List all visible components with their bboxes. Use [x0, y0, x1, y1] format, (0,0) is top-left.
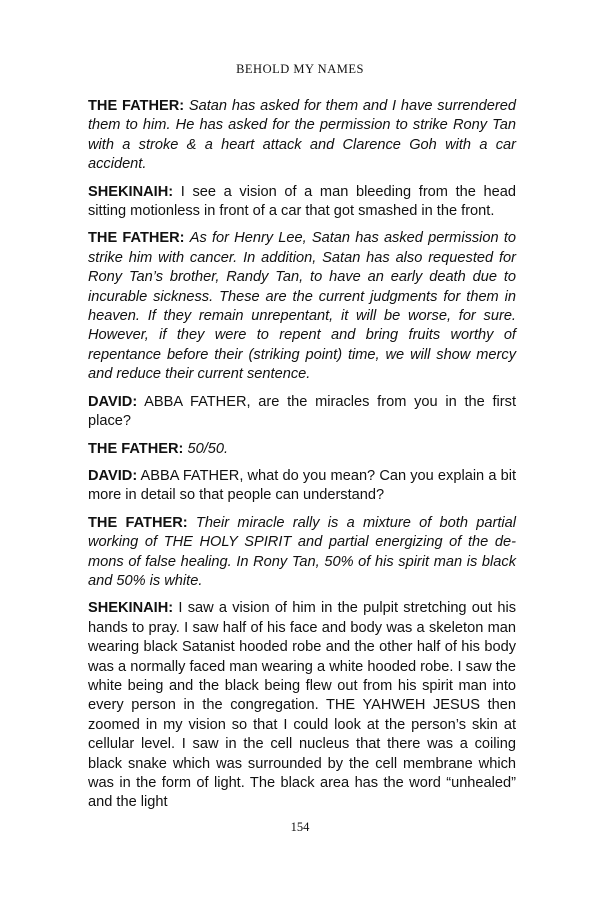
speaker-label: THE FATHER:	[88, 98, 185, 114]
speaker-label: DAVID:	[88, 467, 138, 484]
paragraph-2	[88, 183, 516, 222]
speaker-label: THE FATHER:	[88, 440, 184, 457]
paragraph-7	[88, 514, 516, 592]
dialogue-text: I see a vision of a man bleeding from the head sitting motionless in front of a car that got smashed in the front.	[88, 183, 516, 220]
speaker-label: THE FATHER:	[88, 230, 185, 247]
paragraph-1	[88, 97, 516, 175]
paragraph-4	[88, 393, 516, 432]
paragraph-3	[88, 229, 516, 384]
dialogue-text: I saw a vision of him in the pulpit stretching out his hands to pray. I saw half of his face and body was a skeleton man wearing black Satanist hooded robe and the other half of his body was a normally faced man wearing a white hooded robe. I saw the white being and the black being flew out from his spirit man into every person in the congregation. THE YAHWEH JESUS then zoomed in my vision so that I could look at the person’s skin at cellular level. I saw in the cell nucleus that there was a coiling black snake which was surrounded by the cell membrane which was in the form of light. The black area has the word “unhealed” and the light	[88, 600, 516, 811]
dialogue-text: ABBA FATHER, are the miracles from you in the first place?	[88, 393, 516, 430]
dialogue-text: Their miracle rally is a mixture of both partial working of THE HOLY SPIRIT and partial energizing of the demons of false healing. In Rony Tan, 50% of his spirit man is black and 50% is white.	[88, 514, 516, 589]
speaker-label: DAVID:	[88, 393, 138, 410]
paragraph-8	[88, 599, 516, 812]
paragraph-5	[88, 440, 516, 459]
dialogue-text: Satan has asked for them and I have surrendered them to him. He has asked for the permission to strike Rony Tan with a stroke & a heart attack and Clarence Goh with a car accident.	[88, 98, 516, 173]
speaker-label: THE FATHER:	[88, 514, 188, 531]
paragraph-6	[88, 467, 516, 506]
dialogue-text: As for Henry Lee, Satan has asked permission to strike him with cancer. In addition, Satan has also requested for Rony Tan’s brother, Randy Tan, to have an early death due to incurable sickness. These are the current judgments for them in heaven. If they remain unrepentant, it will be worse, for sure. However, if they were to repent and bring fruits worthy of repentance before their (striking point) time, we will show mercy and reduce their current sentence.	[88, 230, 516, 383]
page-number: 154	[290, 820, 310, 834]
body-text	[88, 97, 516, 821]
dialogue-text: 50/50.	[187, 440, 229, 457]
running-head: BEHOLD MY NAMES	[236, 62, 364, 76]
speaker-label: SHEKINAIH:	[88, 183, 174, 200]
speaker-label: SHEKINAIH:	[88, 600, 174, 617]
dialogue-text: ABBA FATHER, what do you mean? Can you explain a bit more in detail so that people can understand?	[88, 467, 517, 504]
